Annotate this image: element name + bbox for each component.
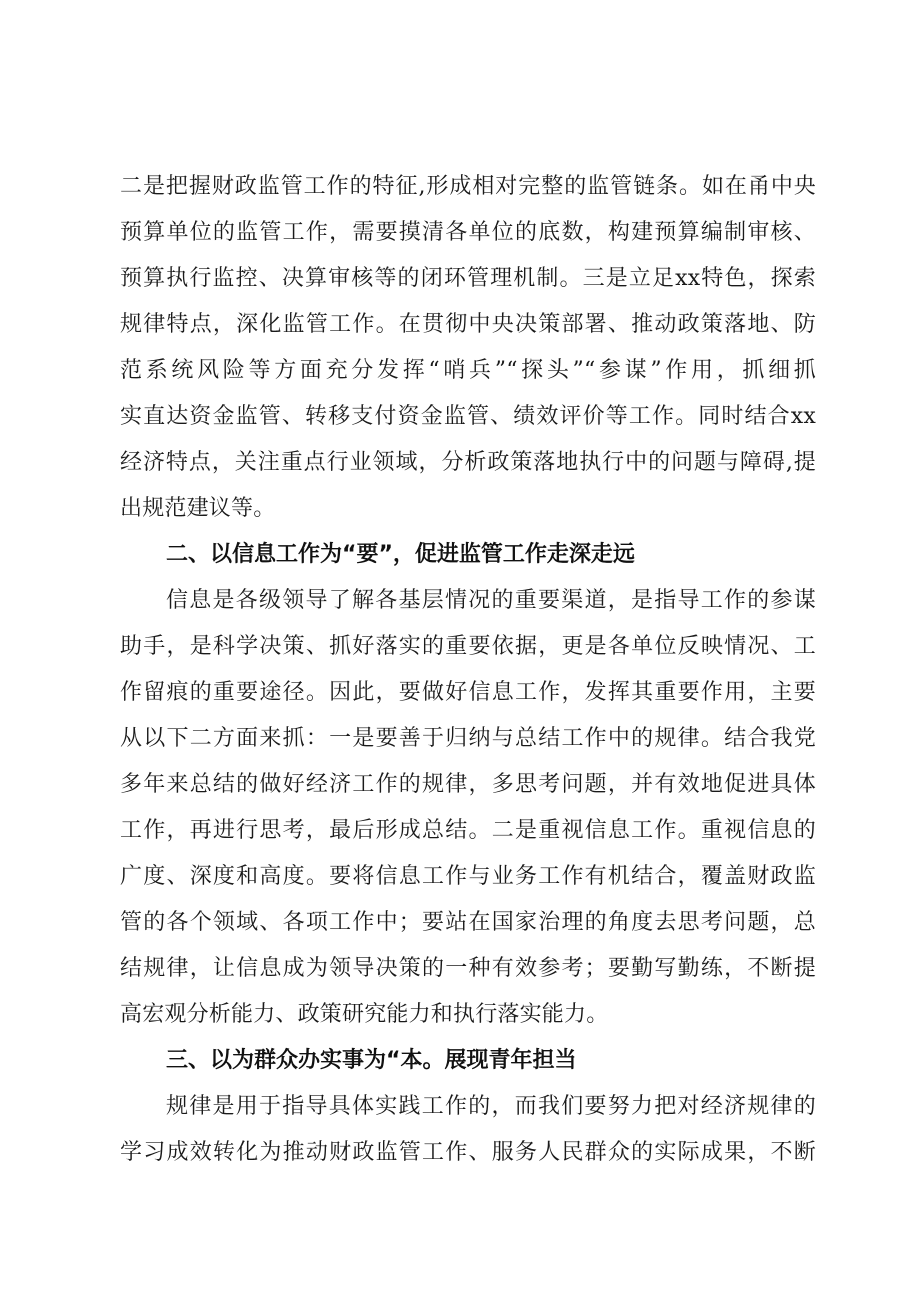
paragraph-1-line: 预算执行监控、决算审核等的闭环管理机制。三是立足xx特色，探索 xyxy=(120,266,816,291)
paragraph-1-line: 二是把握财政监管工作的特征,形成相对完整的监管链条。如在甬中央 xyxy=(120,174,816,199)
paragraph-2-line: 从以下二方面来抓：一是要善于归纳与总结工作中的规律。结合我党 xyxy=(120,726,816,751)
paragraph-2-line: 助手，是科学决策、抓好落实的重要依据，更是各单位反映情况、工 xyxy=(120,634,816,659)
paragraph-2-line: 结规律，让信息成为领导决策的一种有效参考；要勤写勤练，不断提 xyxy=(120,956,816,981)
paragraph-2-line: 高宏观分析能力、政策研究能力和执行落实能力。 xyxy=(120,1002,609,1027)
paragraph-1-line: 规律特点，深化监管工作。在贯彻中央决策部署、推动政策落地、防 xyxy=(120,312,816,337)
paragraph-1-line: 出规范建议等。 xyxy=(120,496,276,521)
paragraph-2-line: 工作，再进行思考，最后形成总结。二是重视信息工作。重视信息的 xyxy=(120,818,816,843)
paragraph-1-line: 范系统风险等方面充分发挥“哨兵”“探头”“参谋”作用，抓细抓 xyxy=(120,358,816,383)
section-heading-3: 三、以为群众办实事为“本。展现青年担当 xyxy=(166,1048,577,1073)
paragraph-1-line: 经济特点，关注重点行业领域，分析政策落地执行中的问题与障碍,提 xyxy=(120,450,816,475)
paragraph-2-line: 多年来总结的做好经济工作的规律，多思考问题，并有效地促进具体 xyxy=(120,772,816,797)
paragraph-2-line: 管的各个领域、各项工作中；要站在国家治理的角度去思考问题，总 xyxy=(120,910,816,935)
paragraph-1-line: 实直达资金监管、转移支付资金监管、绩效评价等工作。同时结合xx xyxy=(120,404,816,429)
paragraph-3-line: 规律是用于指导具体实践工作的，而我们要努力把对经济规律的 xyxy=(166,1094,816,1119)
paragraph-2-line: 广度、深度和高度。要将信息工作与业务工作有机结合，覆盖财政监 xyxy=(120,864,816,889)
section-heading-2: 二、以信息工作为“要”，促进监管工作走深走远 xyxy=(166,542,635,567)
paragraph-1-line: 预算单位的监管工作，需要摸清各单位的底数，构建预算编制审核、 xyxy=(120,220,816,245)
paragraph-2-line: 信息是各级领导了解各基层情况的重要渠道，是指导工作的参谋 xyxy=(166,588,816,613)
paragraph-2-line: 作留痕的重要途径。因此，要做好信息工作，发挥其重要作用，主要 xyxy=(120,680,816,705)
paragraph-3-line: 学习成效转化为推动财政监管工作、服务人民群众的实际成果，不断 xyxy=(120,1140,816,1165)
